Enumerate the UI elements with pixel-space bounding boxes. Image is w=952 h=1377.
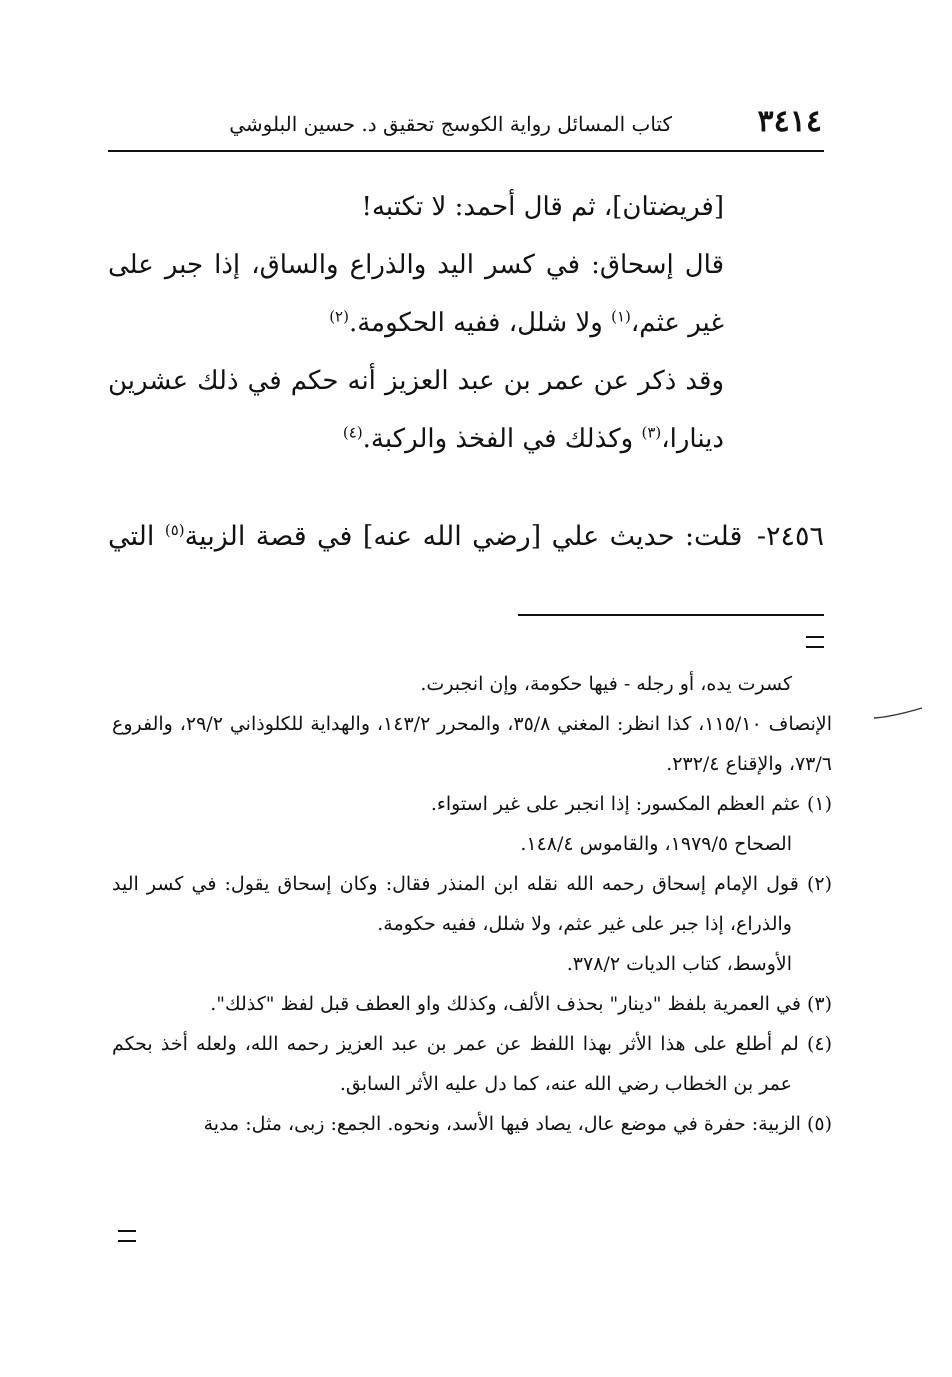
footnote-ref-2: (٢) bbox=[329, 307, 349, 326]
issue-number: ٢٤٥٦- bbox=[756, 521, 824, 552]
page-number: ٣٤١٤ bbox=[757, 104, 822, 139]
main-paragraph-2 bbox=[108, 236, 724, 352]
footnote-5: (٥) الزبية: حفرة في موضع عال، يصاد فيها الأسد، ونحوه. الجمع: زبى، مثل: مدية bbox=[203, 1113, 832, 1135]
footnote-ref-1: (١) bbox=[611, 307, 631, 326]
issue-heading bbox=[108, 508, 824, 566]
footnote-4: (٤) لم أطلع على هذا الأثر بهذا اللفظ عن عمر بن عبد العزيز رحمه الله، ولعله أخذ بحكم عمر بن الخطاب رضي الله عنه، كما دل عليه الأثر السابق. bbox=[112, 1033, 832, 1095]
main-paragraph-2-part-b: ولا شلل، ففيه الحكومة. bbox=[348, 308, 612, 338]
footnote-continued-text: كسرت يده، أو رجله - فيها حكومة، وإن انجبرت. bbox=[420, 673, 792, 695]
main-paragraph-2-part-a: قال إسحاق: في كسر اليد والذراع والساق، إذا جبر على غير عثم، bbox=[108, 250, 724, 338]
footnotes bbox=[112, 664, 832, 1144]
issue-text-b: التي bbox=[108, 521, 165, 552]
footnote-2: (٢) قول الإمام إسحاق رحمه الله نقله ابن المنذر فقال: وكان إسحاق يقول: في كسر اليد والذراع، إذا جبر على غير عثم، ولا شلل، ففيه حكومة. bbox=[112, 873, 832, 935]
footnote-1-source: الصحاح ١٩٧٩/٥، والقاموس ١٤٨/٤. bbox=[520, 833, 792, 855]
footnote-ref-5: (٥) bbox=[164, 521, 185, 539]
issue-text-a: قلت: حديث علي [رضي الله عنه] في قصة الزبية bbox=[184, 521, 743, 552]
running-title: كتاب المسائل رواية الكوسج تحقيق د. حسين البلوشي bbox=[229, 112, 672, 136]
main-line-1: [فريضتان]، ثم قال أحمد: لا تكتبه! bbox=[361, 192, 724, 222]
main-text bbox=[108, 178, 724, 468]
margin-pencil-mark bbox=[872, 706, 924, 720]
page-header bbox=[112, 100, 822, 144]
continuation-mark-bottom bbox=[118, 1230, 136, 1242]
main-paragraph-3 bbox=[108, 352, 724, 468]
footnote-continued-source: الإنصاف ١١٥/١٠، كذا انظر: المغني ٣٥/٨، والمحرر ١٤٣/٢، والهداية للكلوذاني ٢٩/٢، والفروع ٧٣/٦، والإقناع ٢٣٢/٤. bbox=[112, 713, 832, 775]
footnote-3: (٣) في العمرية بلفظ "دينار" بحذف الألف، وكذلك واو العطف قبل لفظ "كذلك". bbox=[210, 993, 832, 1015]
header-rule bbox=[108, 150, 824, 152]
main-paragraph-3-part-a: وقد ذكر عن عمر بن عبد العزيز أنه حكم في ذلك عشرين دينارا، bbox=[108, 366, 724, 454]
footnote-1: (١) عثم العظم المكسور: إذا انجبر على غير استواء. bbox=[430, 793, 832, 815]
footnote-separator bbox=[518, 614, 824, 616]
footnote-ref-3: (٣) bbox=[641, 423, 662, 442]
continuation-mark-top bbox=[806, 636, 824, 648]
footnote-ref-4: (٤) bbox=[342, 423, 363, 442]
main-paragraph-3-part-b: وكذلك في الفخذ والركبة. bbox=[362, 424, 642, 454]
footnote-2-source: الأوسط، كتاب الديات ٣٧٨/٢. bbox=[566, 953, 792, 975]
